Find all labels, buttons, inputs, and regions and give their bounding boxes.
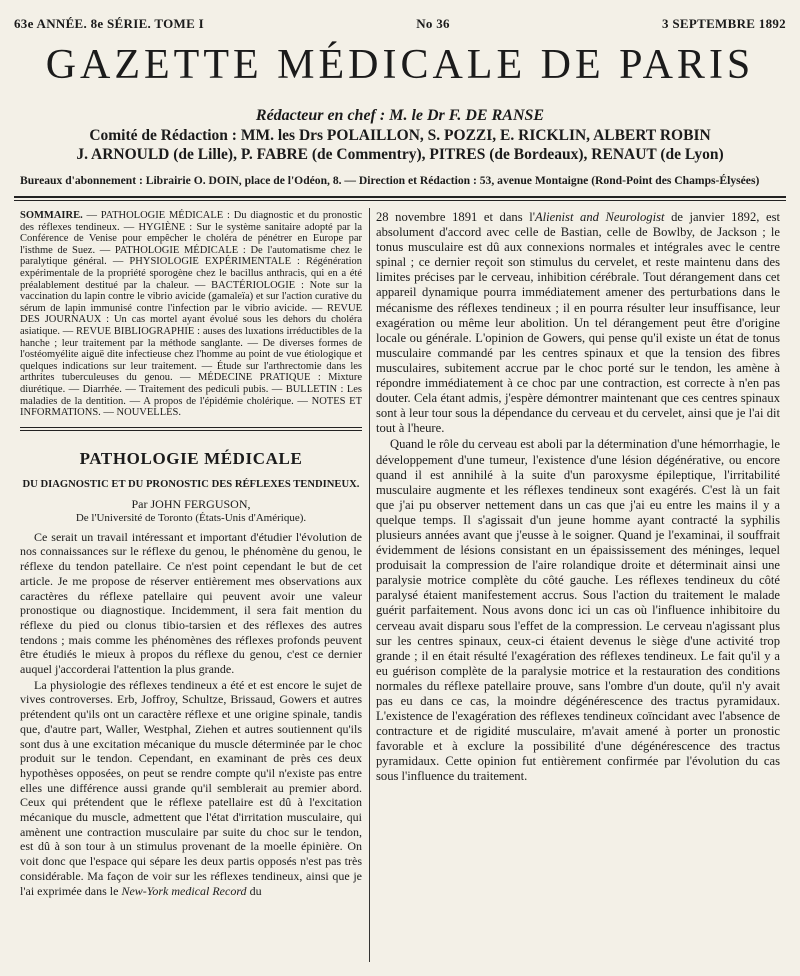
left-column [20,210,362,898]
article-paragraph-3 [376,210,780,436]
editorial-committee [14,126,786,164]
paragraph-3-start: 28 novembre 1891 et dans l' [376,210,535,224]
journal-name-record: New-York medical Record [121,883,247,898]
issue-date: 3 SEPTEMBRE 1892 [662,16,786,31]
summary [20,210,362,419]
right-column [376,210,780,785]
header-rule-thin [14,200,786,201]
paragraph-2-text: La physiologie des réflexes tendineux a été et est encore le sujet de vives controverses. Erb, Joffroy, Schultze, Brissaud, Gowers et autres prétendent qu'ils ont un caractère réflexe et une origine spinale, tandis que, d'autre part, Waller, Westphal, Ziehen et autres soutiennent qu'ils sont dus à une excitation mécanique du muscle déterminée par le choc produit sur le tendon. Cependant, en examinant de près ces deux hypothèses opposées, on peut se rendre compte qu'il n'existe pas entre elles une différence aussi grande qu'il semblerait au premier abord. Ceux qui prétendent que le réflexe patellaire est dû à l'excitation mécanique du muscle, admettent que l'état d'irritation musculaire, qui amènent une contraction musculaire par suite du choc sur le tendon, est dû à son tour à un stimulus provenant de la moelle épinière. On voit donc que l'espace qui sépare les deux partis opposés n'est pas très considérable. Ma façon de voir sur les réflexes tendineux, ainsi que je l'ai exprimée dans le [20,677,362,898]
year-series: 63e ANNÉE. 8e SÉRIE. TOME I [14,16,205,31]
summary-label: SOMMAIRE. [20,210,83,221]
summary-rule [20,427,362,428]
journal-name-alienist: Alienist and Neurologist [534,210,665,224]
summary-rule-thin [20,430,362,431]
editor-line: Rédacteur en chef : M. le Dr F. DE RANSE [255,107,545,124]
summary-text: — PATHOLOGIE MÉDICALE : Du diagnostic et du pronostic des réflexes tendineux. — HYGIÈNE : Sur le système sanitaire adopté par la Conférence de Venise pour empêcher le choléra de pénétrer en Europe par l'isthme de Suez. — PATHOLOGIE MÉDICALE : De l'automatisme chez le paralytique général. — PHYSIOLOGIE EXPÉRIMENTALE : Régénération expérimentale de la propriété sporogène chez le bacillus anthracis, qui en a été préalablement destitué par la chaleur. — BACTÉRIOLOGIE : Note sur la vaccination du lapin contre le vibrio avicide (gamaleïa) et sur l'action curative du sérum de lapin immunisé contre l'infection par le vibrio avicide. — REVUE DES JOURNAUX : Un cas mortel ayant évolué sous les dehors du choléra asiatique. — REVUE BIBLIOGRAPHIE : auses des luxations irréductibles de la hanche ; leur traitement par la méthode sanglante. — De diverses formes de l'ostéomyélite aiguë dite infectieuse chez l'homme au point de vue étiologique et quelques indications sur leur traitement. — Étude sur l'arthrectomie dans les arthrites tuberculeuses du genou. — MÉDECINE PRATIQUE : Mixture diurétique. — Diarrhée. — Traitement des pediculi pubis. — BULLETIN : Les maladies de la dentition. — A propos de l'épidémie cholérique. — NOTES ET INFORMATIONS. — NOUVELLES. [20,210,362,419]
committee-line-1: Comité de Rédaction : MM. les Drs POLAILLON, S. POZZI, E. RICKLIN, ALBERT ROBIN [89,127,711,144]
author-affiliation: De l'Université de Toronto (États-Unis d'Amérique). [75,511,307,524]
subscription-office: Bureaux d'abonnement : Librairie O. DOIN, place de l'Odéon, 8. — Direction et Rédaction : 53, avenue Montaigne (Rond-Point des Champs-Élysées) [20,174,760,187]
article-paragraph-4: Quand le rôle du cerveau est aboli par la détermination d'une hémorrhagie, le développement d'une tumeur, l'existence d'une lésion dégénérative, ou encore quand il est annihilé à la suite d'un paroxysme épileptique, l'irritabilité musculaire augmente et les réflexes tendineux sont exagérés. C'est là un fait que j'ai pu observer nettement dans un cas que j'ai eu entre les mains il y a quelque temps. Il s'agissait d'un jeune homme ayant contracté la syphilis plusieurs années avant que j'eusse à le soigner. Quand je l'examinai, il souffrait évidemment de lésions consistant en un épaississement des méninges, lequel produisait la compression de l'aire rolandique droite et déterminait ainsi une paralysie motrice complète du côté gauche. Les réflexes tendineux du côté paralysé étaient manifestement accrus. Sous l'action du traitement le malade guérit parfaitement. Nous avons donc ici un cas où l'influence inhibitoire du cerveau avait disparu sous l'effet de la compression. Le cerveau n'agissant plus sur les centres spinaux, ceux-ci étaient devenus le siège d'une activité trop grande ; il en était résulté l'exagération des réflexes tendineux. Le fait qu'il y a eu guérison complète de la paralysie motrice et la restauration des conditions normales du réflexe patellaire prouve, sans l'ombre d'un doute, qu'il n'y avait pas eu dans ce cas, la moindre dégénérescence des tractus pyramidaux. L'existence de l'exagération des réflexes tendineux coïncidant avec l'absence de contracture et de rigidité musculaire, m'avait amené à porter un pronostic favorable et à exclure la possibilité d'une dégénérescence des tractus pyramidaux. Cette opinion fut entièrement confirmée par l'évolution du cas sous l'influence du traitement. [376,437,780,784]
masthead-title: GAZETTE MÉDICALE DE PARIS [45,42,755,88]
paragraph-2-end: du [246,883,262,898]
article-subtitle: DU DIAGNOSTIC ET DU PRONOSTIC DES RÉFLEXES TENDINEUX. [22,478,360,490]
issue-number: No 36 [416,16,450,31]
section-title: PATHOLOGIE MÉDICALE [79,448,303,468]
column-divider [369,208,370,962]
paragraph-3-text: de janvier 1892, est absolument d'accord avec celle de Bastian, celle de Bowlby, de Jackson ; le tonus musculaire est dû aux connexions normales et intégrales avec le centre spinal ; ce dernier reçoit son stimulus du cervelet, et reste maintenu dans des limites précises par le cerveau, inhibition cérébrale. Tout dérangement dans cet appareil dynamique pourra immédiatement amener des perturbations dans le mécanisme des réflexes tendineux ; il en pourra résulter leur insuffisance, leur exagération ou même leur abolition. Un tel dérangement peut être d'origine locale ou générale. L'opinion de Gowers, qui pense qu'il existe un état de tonus musculaire commandé par les centres spinaux et que la tension des fibres musculaires, subitement accrue par le choc porté sur le tendon, les amène à répondre immédiatement à ce choc par une contraction, est correcte à n'en pas douter. Cela étant admis, j'espère démontrer maintenant que ces centres spinaux sont à leur tour sous la dépendance du cerveau et du cervelet, ainsi que je l'ai dit tout à l'heure. [376,210,780,436]
article-author: Par JOHN FERGUSON, [131,496,251,511]
article-paragraph-1: Ce serait un travail intéressant et important d'étudier l'évolution de nos connaissances sur le réflexe du genou, le phénomène du genou, le réflexe du tendon patellaire. Ce n'est point cependant le but de cet article. Je me propose de réserver entièrement mes observations aux caractères du réflexe patellaire qui peuvent avoir une valeur pronostique ou diagnostique. Incidemment, il sera fait mention du réflexe du pied ou clonus tibio-tarsien et des réflexes des autres tendons ; mais comme les phénomènes des réflexes profonds peuvent être étudiés le mieux à propos du réflexe du genou, c'est ce dernier auquel j'accorderai l'attention la plus grande. [20,529,362,677]
issue-line [14,16,786,32]
header-rule [14,196,786,198]
article-paragraph-2 [20,678,362,899]
committee-line-2: J. ARNOULD (de Lille), P. FABRE (de Commentry), PITRES (de Bordeaux), RENAUT (de Lyon) [76,146,724,163]
